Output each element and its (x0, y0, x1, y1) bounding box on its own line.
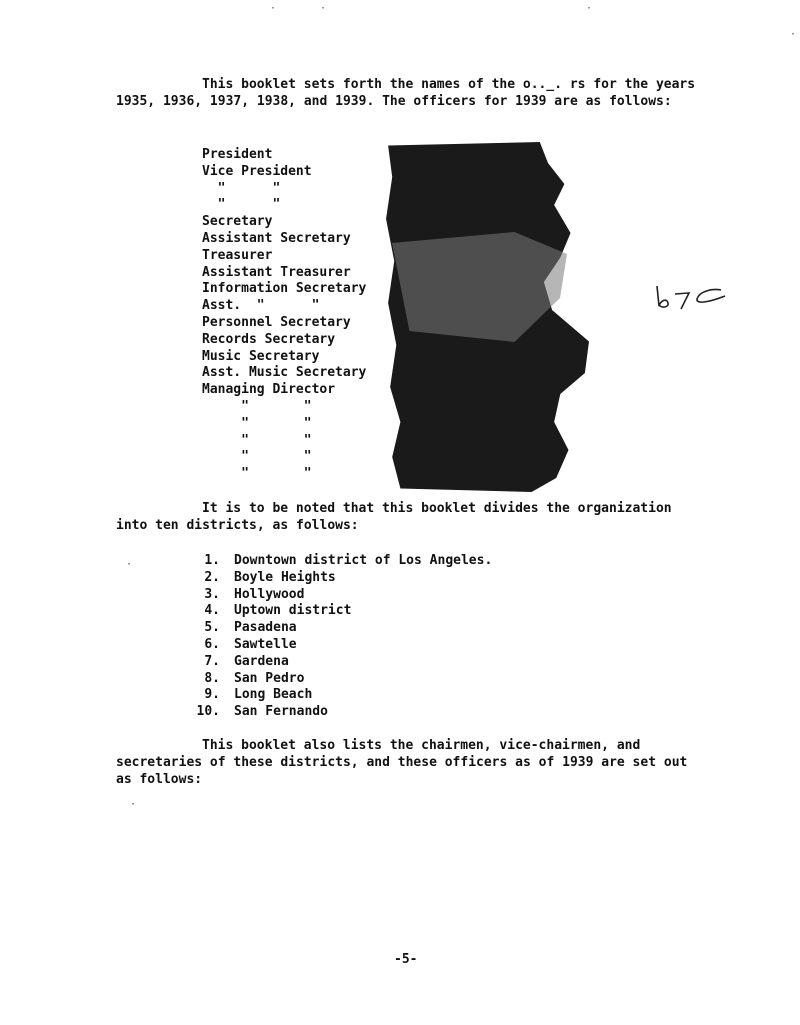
officer-title: Secretary (202, 214, 273, 230)
officer-title: Vice President (202, 163, 312, 179)
district-number: 7. (204, 653, 220, 669)
officer-title: Managing Director (202, 382, 336, 398)
officer-title: Personnel Secretary (202, 314, 351, 330)
scan-speck: · (790, 29, 797, 40)
officer-title: " " (202, 180, 281, 196)
district-item (188, 653, 492, 670)
officer-title: " " (202, 432, 312, 448)
intro-paragraph: This booklet sets forth the names of the o.._. rs for the years 1935, 1936, 1937, 1938, and 1939. The officers for 1939 are as follows: (116, 77, 696, 109)
district-name: Gardena (234, 653, 289, 669)
officer-title: Records Secretary (202, 331, 336, 347)
district-name: San Fernando (234, 704, 328, 720)
districts-paragraph: It is to be noted that this booklet divides the organization into ten districts, as follows: (116, 501, 672, 533)
district-item (188, 586, 492, 603)
scan-speck: · (586, 3, 593, 14)
officer-title: " " (202, 197, 281, 213)
district-name: San Pedro (234, 670, 305, 686)
officer-title: Assistant Treasurer (202, 264, 351, 280)
district-name: Sawtelle (234, 636, 297, 652)
page-number: -5- (394, 952, 418, 967)
district-number: 2. (204, 569, 220, 585)
officer-title: Information Secretary (202, 281, 367, 297)
district-name: Hollywood (234, 586, 305, 602)
scan-speck: · (270, 3, 277, 14)
district-item (188, 569, 492, 586)
district-name: Pasadena (234, 620, 297, 636)
district-item (188, 619, 492, 636)
officer-title: Asst. " " (202, 298, 320, 314)
district-name: Downtown district of Los Angeles. (234, 553, 493, 568)
district-item (188, 686, 492, 703)
district-number: 6. (204, 636, 220, 652)
districts-list (188, 552, 492, 720)
officer-title: " " (202, 415, 312, 431)
scan-speck: · (126, 559, 133, 570)
officer-title: Treasurer (202, 247, 273, 263)
officer-title: " " (202, 466, 312, 482)
officer-title: " " (202, 449, 312, 465)
district-item (188, 552, 492, 569)
district-number: 10. (196, 704, 220, 720)
district-number: 9. (204, 687, 220, 703)
district-number: 4. (204, 603, 220, 619)
handwritten-b7c-mark (655, 282, 727, 310)
district-name: Boyle Heights (234, 569, 336, 585)
district-item (188, 602, 492, 619)
closing-paragraph: This booklet also lists the chairmen, vice-chairmen, and secretaries of these districts, and these officers as of 1939 are set out as follows: (116, 738, 688, 787)
district-name: Long Beach (234, 687, 313, 703)
officer-title: Asst. Music Secretary (202, 365, 367, 381)
officer-title: President (202, 147, 273, 162)
district-number: 5. (204, 620, 220, 636)
officer-titles-list (202, 146, 366, 482)
officer-title: Music Secretary (202, 348, 320, 364)
district-item (188, 670, 492, 687)
district-number: 1. (204, 553, 220, 568)
district-number: 3. (204, 586, 220, 602)
officer-title: " " (202, 398, 312, 414)
officer-title: Assistant Secretary (202, 230, 351, 246)
district-name: Uptown district (234, 603, 352, 619)
district-item (188, 703, 492, 720)
district-item (188, 636, 492, 653)
scan-speck: · (130, 799, 137, 810)
district-number: 8. (204, 670, 220, 686)
scan-speck: · (320, 3, 327, 14)
